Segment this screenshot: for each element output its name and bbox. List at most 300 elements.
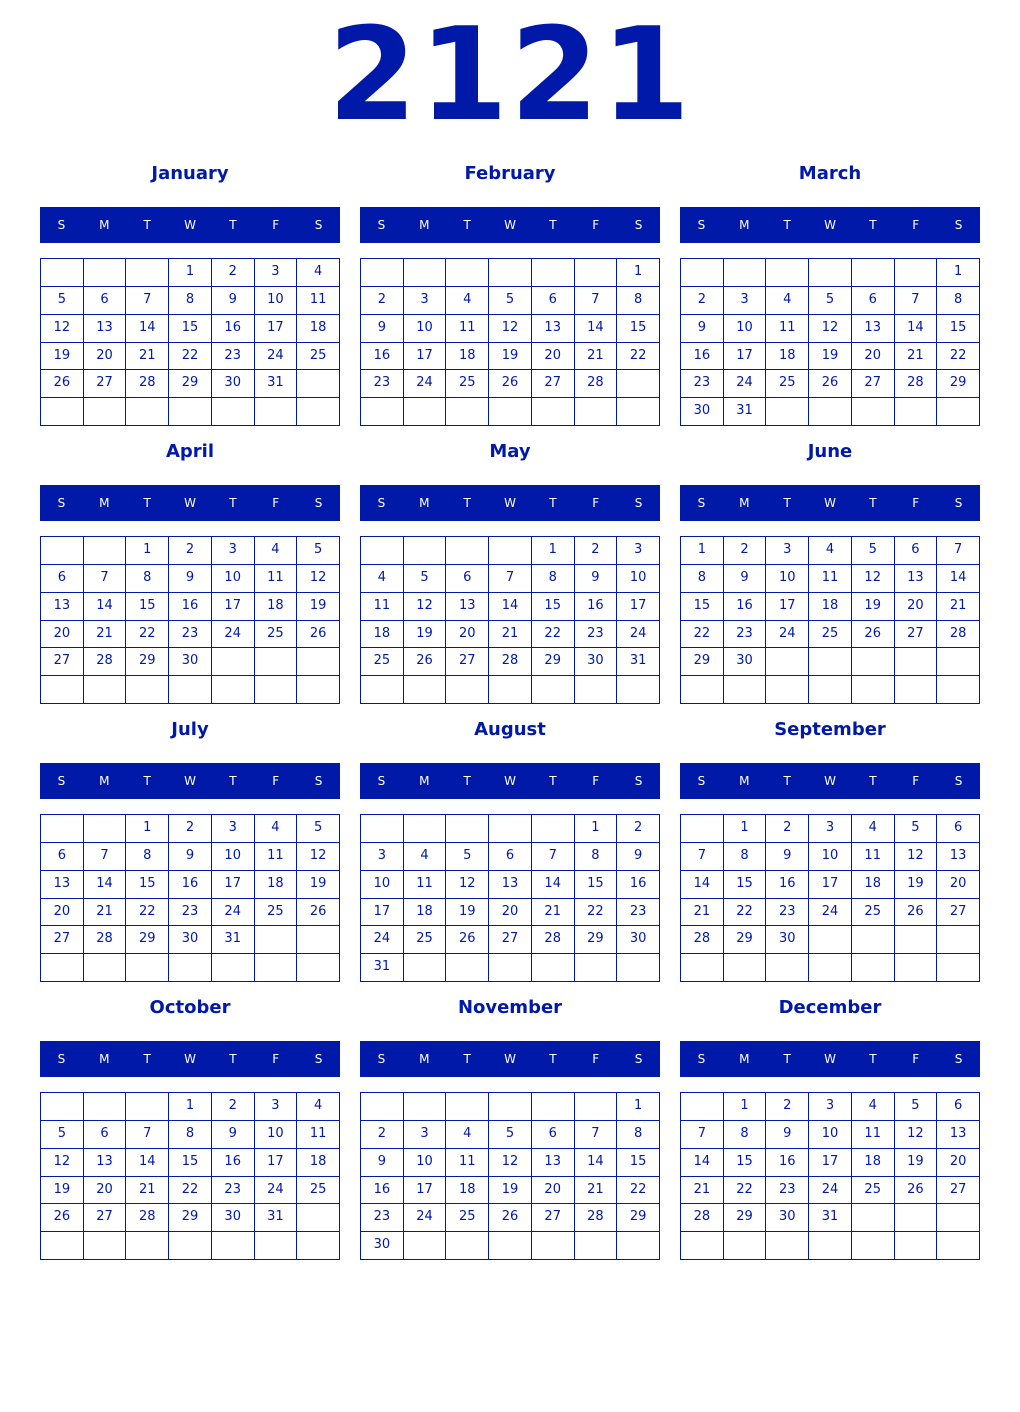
day-cell[interactable]: 9 — [617, 843, 660, 871]
day-cell[interactable]: 7 — [575, 1121, 618, 1149]
day-cell[interactable]: 26 — [489, 1204, 532, 1232]
day-cell[interactable]: 25 — [404, 926, 447, 954]
day-cell[interactable]: 7 — [84, 565, 127, 593]
day-cell[interactable]: 29 — [724, 1204, 767, 1232]
day-cell[interactable]: 21 — [489, 621, 532, 649]
day-cell[interactable]: 22 — [575, 899, 618, 927]
day-cell[interactable]: 18 — [852, 1149, 895, 1177]
day-cell[interactable]: 8 — [575, 843, 618, 871]
day-cell[interactable]: 4 — [297, 259, 340, 287]
day-cell[interactable]: 7 — [489, 565, 532, 593]
day-cell[interactable]: 16 — [361, 343, 404, 371]
day-cell[interactable]: 20 — [532, 343, 575, 371]
day-cell[interactable]: 11 — [297, 1121, 340, 1149]
day-cell[interactable]: 27 — [84, 370, 127, 398]
day-cell[interactable]: 12 — [297, 565, 340, 593]
day-cell[interactable]: 26 — [489, 370, 532, 398]
day-cell[interactable]: 7 — [84, 843, 127, 871]
day-cell[interactable]: 27 — [84, 1204, 127, 1232]
day-cell[interactable]: 23 — [681, 370, 724, 398]
day-cell[interactable]: 24 — [212, 899, 255, 927]
day-cell[interactable]: 18 — [297, 1149, 340, 1177]
day-cell[interactable]: 31 — [617, 648, 660, 676]
day-cell[interactable]: 8 — [126, 843, 169, 871]
day-cell[interactable]: 10 — [809, 1121, 852, 1149]
day-cell[interactable]: 23 — [169, 621, 212, 649]
day-cell[interactable]: 17 — [809, 1149, 852, 1177]
day-cell[interactable]: 18 — [766, 343, 809, 371]
day-cell[interactable]: 10 — [255, 287, 298, 315]
day-cell[interactable]: 2 — [766, 1093, 809, 1121]
day-cell[interactable]: 21 — [126, 1177, 169, 1205]
day-cell[interactable]: 8 — [724, 843, 767, 871]
day-cell[interactable]: 30 — [766, 926, 809, 954]
day-cell[interactable]: 13 — [895, 565, 938, 593]
day-cell[interactable]: 8 — [724, 1121, 767, 1149]
day-cell[interactable]: 15 — [575, 871, 618, 899]
day-cell[interactable]: 12 — [895, 1121, 938, 1149]
day-cell[interactable]: 19 — [489, 343, 532, 371]
day-cell[interactable]: 30 — [361, 1232, 404, 1260]
day-cell[interactable]: 3 — [404, 1121, 447, 1149]
day-cell[interactable]: 6 — [489, 843, 532, 871]
day-cell[interactable]: 13 — [532, 1149, 575, 1177]
day-cell[interactable]: 28 — [84, 648, 127, 676]
day-cell[interactable]: 17 — [617, 593, 660, 621]
day-cell[interactable]: 28 — [489, 648, 532, 676]
day-cell[interactable]: 12 — [41, 1149, 84, 1177]
day-cell[interactable]: 23 — [575, 621, 618, 649]
day-cell[interactable]: 26 — [404, 648, 447, 676]
day-cell[interactable]: 27 — [937, 899, 980, 927]
day-cell[interactable]: 21 — [84, 621, 127, 649]
day-cell[interactable]: 12 — [404, 593, 447, 621]
day-cell[interactable]: 4 — [852, 1093, 895, 1121]
day-cell[interactable]: 7 — [681, 1121, 724, 1149]
day-cell[interactable]: 29 — [617, 1204, 660, 1232]
day-cell[interactable]: 2 — [361, 287, 404, 315]
day-cell[interactable]: 8 — [681, 565, 724, 593]
day-cell[interactable]: 18 — [255, 871, 298, 899]
day-cell[interactable]: 28 — [126, 1204, 169, 1232]
day-cell[interactable]: 1 — [575, 815, 618, 843]
day-cell[interactable]: 10 — [404, 315, 447, 343]
day-cell[interactable]: 6 — [41, 565, 84, 593]
day-cell[interactable]: 29 — [169, 370, 212, 398]
day-cell[interactable]: 27 — [532, 370, 575, 398]
day-cell[interactable]: 8 — [617, 1121, 660, 1149]
day-cell[interactable]: 17 — [212, 593, 255, 621]
day-cell[interactable]: 24 — [809, 1177, 852, 1205]
day-cell[interactable]: 7 — [532, 843, 575, 871]
day-cell[interactable]: 20 — [84, 343, 127, 371]
day-cell[interactable]: 14 — [84, 593, 127, 621]
day-cell[interactable]: 16 — [212, 1149, 255, 1177]
day-cell[interactable]: 6 — [532, 287, 575, 315]
day-cell[interactable]: 4 — [297, 1093, 340, 1121]
day-cell[interactable]: 21 — [126, 343, 169, 371]
day-cell[interactable]: 26 — [895, 1177, 938, 1205]
day-cell[interactable]: 16 — [361, 1177, 404, 1205]
day-cell[interactable]: 3 — [361, 843, 404, 871]
day-cell[interactable]: 26 — [297, 899, 340, 927]
day-cell[interactable]: 26 — [297, 621, 340, 649]
day-cell[interactable]: 11 — [852, 843, 895, 871]
day-cell[interactable]: 9 — [169, 565, 212, 593]
day-cell[interactable]: 24 — [404, 370, 447, 398]
day-cell[interactable]: 18 — [404, 899, 447, 927]
day-cell[interactable]: 30 — [617, 926, 660, 954]
day-cell[interactable]: 3 — [255, 259, 298, 287]
day-cell[interactable]: 28 — [84, 926, 127, 954]
day-cell[interactable]: 11 — [297, 287, 340, 315]
day-cell[interactable]: 26 — [852, 621, 895, 649]
day-cell[interactable]: 24 — [212, 621, 255, 649]
day-cell[interactable]: 16 — [575, 593, 618, 621]
day-cell[interactable]: 20 — [532, 1177, 575, 1205]
day-cell[interactable]: 7 — [895, 287, 938, 315]
day-cell[interactable]: 15 — [532, 593, 575, 621]
day-cell[interactable]: 25 — [766, 370, 809, 398]
day-cell[interactable]: 1 — [724, 815, 767, 843]
day-cell[interactable]: 4 — [766, 287, 809, 315]
day-cell[interactable]: 31 — [724, 398, 767, 426]
day-cell[interactable]: 2 — [766, 815, 809, 843]
day-cell[interactable]: 11 — [446, 315, 489, 343]
day-cell[interactable]: 19 — [446, 899, 489, 927]
day-cell[interactable]: 8 — [937, 287, 980, 315]
day-cell[interactable]: 7 — [575, 287, 618, 315]
day-cell[interactable]: 28 — [575, 370, 618, 398]
day-cell[interactable]: 4 — [446, 1121, 489, 1149]
day-cell[interactable]: 22 — [126, 899, 169, 927]
day-cell[interactable]: 25 — [446, 1204, 489, 1232]
day-cell[interactable]: 15 — [169, 1149, 212, 1177]
day-cell[interactable]: 27 — [41, 926, 84, 954]
day-cell[interactable]: 14 — [681, 1149, 724, 1177]
day-cell[interactable]: 24 — [809, 899, 852, 927]
day-cell[interactable]: 27 — [852, 370, 895, 398]
day-cell[interactable]: 24 — [724, 370, 767, 398]
day-cell[interactable]: 23 — [212, 1177, 255, 1205]
day-cell[interactable]: 24 — [617, 621, 660, 649]
day-cell[interactable]: 5 — [297, 537, 340, 565]
day-cell[interactable]: 23 — [617, 899, 660, 927]
day-cell[interactable]: 26 — [41, 370, 84, 398]
day-cell[interactable]: 28 — [681, 1204, 724, 1232]
day-cell[interactable]: 3 — [212, 815, 255, 843]
day-cell[interactable]: 21 — [575, 343, 618, 371]
day-cell[interactable]: 6 — [895, 537, 938, 565]
day-cell[interactable]: 8 — [617, 287, 660, 315]
day-cell[interactable]: 15 — [126, 871, 169, 899]
day-cell[interactable]: 13 — [937, 843, 980, 871]
day-cell[interactable]: 13 — [41, 593, 84, 621]
day-cell[interactable]: 17 — [404, 343, 447, 371]
day-cell[interactable]: 10 — [361, 871, 404, 899]
day-cell[interactable]: 12 — [446, 871, 489, 899]
day-cell[interactable]: 25 — [809, 621, 852, 649]
day-cell[interactable]: 14 — [895, 315, 938, 343]
day-cell[interactable]: 14 — [575, 1149, 618, 1177]
day-cell[interactable]: 22 — [532, 621, 575, 649]
day-cell[interactable]: 14 — [126, 315, 169, 343]
day-cell[interactable]: 16 — [766, 1149, 809, 1177]
day-cell[interactable]: 24 — [404, 1204, 447, 1232]
day-cell[interactable]: 3 — [255, 1093, 298, 1121]
day-cell[interactable]: 20 — [937, 1149, 980, 1177]
day-cell[interactable]: 3 — [809, 1093, 852, 1121]
day-cell[interactable]: 14 — [937, 565, 980, 593]
day-cell[interactable]: 30 — [169, 926, 212, 954]
day-cell[interactable]: 29 — [126, 926, 169, 954]
day-cell[interactable]: 30 — [681, 398, 724, 426]
day-cell[interactable]: 5 — [489, 287, 532, 315]
day-cell[interactable]: 10 — [766, 565, 809, 593]
day-cell[interactable]: 19 — [297, 593, 340, 621]
day-cell[interactable]: 10 — [404, 1149, 447, 1177]
day-cell[interactable]: 21 — [84, 899, 127, 927]
day-cell[interactable]: 23 — [212, 343, 255, 371]
day-cell[interactable]: 1 — [126, 537, 169, 565]
day-cell[interactable]: 20 — [895, 593, 938, 621]
day-cell[interactable]: 7 — [126, 1121, 169, 1149]
day-cell[interactable]: 15 — [681, 593, 724, 621]
day-cell[interactable]: 20 — [852, 343, 895, 371]
day-cell[interactable]: 5 — [41, 1121, 84, 1149]
day-cell[interactable]: 16 — [169, 593, 212, 621]
day-cell[interactable]: 31 — [255, 1204, 298, 1232]
day-cell[interactable]: 8 — [126, 565, 169, 593]
day-cell[interactable]: 7 — [681, 843, 724, 871]
day-cell[interactable]: 19 — [41, 343, 84, 371]
day-cell[interactable]: 6 — [84, 287, 127, 315]
day-cell[interactable]: 29 — [169, 1204, 212, 1232]
day-cell[interactable]: 22 — [169, 343, 212, 371]
day-cell[interactable]: 24 — [255, 343, 298, 371]
day-cell[interactable]: 3 — [404, 287, 447, 315]
day-cell[interactable]: 7 — [937, 537, 980, 565]
day-cell[interactable]: 22 — [169, 1177, 212, 1205]
day-cell[interactable]: 16 — [212, 315, 255, 343]
day-cell[interactable]: 13 — [489, 871, 532, 899]
day-cell[interactable]: 19 — [41, 1177, 84, 1205]
day-cell[interactable]: 2 — [212, 259, 255, 287]
day-cell[interactable]: 18 — [852, 871, 895, 899]
day-cell[interactable]: 15 — [169, 315, 212, 343]
day-cell[interactable]: 6 — [532, 1121, 575, 1149]
day-cell[interactable]: 24 — [255, 1177, 298, 1205]
day-cell[interactable]: 25 — [852, 1177, 895, 1205]
day-cell[interactable]: 2 — [169, 537, 212, 565]
day-cell[interactable]: 19 — [895, 871, 938, 899]
day-cell[interactable]: 18 — [297, 315, 340, 343]
day-cell[interactable]: 12 — [895, 843, 938, 871]
day-cell[interactable]: 25 — [255, 621, 298, 649]
day-cell[interactable]: 16 — [169, 871, 212, 899]
day-cell[interactable]: 13 — [84, 1149, 127, 1177]
day-cell[interactable]: 14 — [126, 1149, 169, 1177]
day-cell[interactable]: 10 — [255, 1121, 298, 1149]
day-cell[interactable]: 12 — [809, 315, 852, 343]
day-cell[interactable]: 26 — [446, 926, 489, 954]
day-cell[interactable]: 26 — [41, 1204, 84, 1232]
day-cell[interactable]: 5 — [489, 1121, 532, 1149]
day-cell[interactable]: 3 — [212, 537, 255, 565]
day-cell[interactable]: 29 — [532, 648, 575, 676]
day-cell[interactable]: 9 — [169, 843, 212, 871]
day-cell[interactable]: 18 — [446, 1177, 489, 1205]
day-cell[interactable]: 12 — [489, 1149, 532, 1177]
day-cell[interactable]: 2 — [724, 537, 767, 565]
day-cell[interactable]: 5 — [852, 537, 895, 565]
day-cell[interactable]: 30 — [169, 648, 212, 676]
day-cell[interactable]: 30 — [766, 1204, 809, 1232]
day-cell[interactable]: 25 — [361, 648, 404, 676]
day-cell[interactable]: 6 — [937, 1093, 980, 1121]
day-cell[interactable]: 2 — [575, 537, 618, 565]
day-cell[interactable]: 8 — [169, 1121, 212, 1149]
day-cell[interactable]: 21 — [681, 899, 724, 927]
day-cell[interactable]: 13 — [41, 871, 84, 899]
day-cell[interactable]: 17 — [404, 1177, 447, 1205]
day-cell[interactable]: 5 — [446, 843, 489, 871]
day-cell[interactable]: 18 — [361, 621, 404, 649]
day-cell[interactable]: 16 — [681, 343, 724, 371]
day-cell[interactable]: 1 — [169, 259, 212, 287]
day-cell[interactable]: 13 — [84, 315, 127, 343]
day-cell[interactable]: 26 — [895, 899, 938, 927]
day-cell[interactable]: 4 — [404, 843, 447, 871]
day-cell[interactable]: 27 — [41, 648, 84, 676]
day-cell[interactable]: 9 — [766, 843, 809, 871]
day-cell[interactable]: 13 — [852, 315, 895, 343]
day-cell[interactable]: 4 — [852, 815, 895, 843]
day-cell[interactable]: 20 — [41, 621, 84, 649]
day-cell[interactable]: 19 — [297, 871, 340, 899]
day-cell[interactable]: 21 — [532, 899, 575, 927]
day-cell[interactable]: 4 — [809, 537, 852, 565]
day-cell[interactable]: 15 — [724, 871, 767, 899]
day-cell[interactable]: 10 — [212, 565, 255, 593]
day-cell[interactable]: 12 — [852, 565, 895, 593]
day-cell[interactable]: 19 — [852, 593, 895, 621]
day-cell[interactable]: 17 — [724, 343, 767, 371]
day-cell[interactable]: 8 — [169, 287, 212, 315]
day-cell[interactable]: 24 — [766, 621, 809, 649]
day-cell[interactable]: 9 — [361, 315, 404, 343]
day-cell[interactable]: 23 — [169, 899, 212, 927]
day-cell[interactable]: 25 — [255, 899, 298, 927]
day-cell[interactable]: 28 — [895, 370, 938, 398]
day-cell[interactable]: 22 — [681, 621, 724, 649]
day-cell[interactable]: 28 — [126, 370, 169, 398]
day-cell[interactable]: 23 — [361, 1204, 404, 1232]
day-cell[interactable]: 1 — [681, 537, 724, 565]
day-cell[interactable]: 11 — [446, 1149, 489, 1177]
day-cell[interactable]: 25 — [297, 343, 340, 371]
day-cell[interactable]: 10 — [724, 315, 767, 343]
day-cell[interactable]: 19 — [489, 1177, 532, 1205]
day-cell[interactable]: 5 — [297, 815, 340, 843]
day-cell[interactable]: 1 — [617, 259, 660, 287]
day-cell[interactable]: 21 — [937, 593, 980, 621]
day-cell[interactable]: 19 — [404, 621, 447, 649]
day-cell[interactable]: 24 — [361, 926, 404, 954]
day-cell[interactable]: 6 — [41, 843, 84, 871]
day-cell[interactable]: 10 — [212, 843, 255, 871]
day-cell[interactable]: 3 — [809, 815, 852, 843]
day-cell[interactable]: 4 — [255, 537, 298, 565]
day-cell[interactable]: 22 — [126, 621, 169, 649]
day-cell[interactable]: 4 — [361, 565, 404, 593]
day-cell[interactable]: 29 — [681, 648, 724, 676]
day-cell[interactable]: 23 — [361, 370, 404, 398]
day-cell[interactable]: 11 — [361, 593, 404, 621]
day-cell[interactable]: 11 — [255, 843, 298, 871]
day-cell[interactable]: 15 — [724, 1149, 767, 1177]
day-cell[interactable]: 5 — [809, 287, 852, 315]
day-cell[interactable]: 17 — [212, 871, 255, 899]
day-cell[interactable]: 9 — [575, 565, 618, 593]
day-cell[interactable]: 29 — [126, 648, 169, 676]
day-cell[interactable]: 22 — [724, 899, 767, 927]
day-cell[interactable]: 11 — [766, 315, 809, 343]
day-cell[interactable]: 20 — [41, 899, 84, 927]
day-cell[interactable]: 31 — [255, 370, 298, 398]
day-cell[interactable]: 4 — [255, 815, 298, 843]
day-cell[interactable]: 19 — [895, 1149, 938, 1177]
day-cell[interactable]: 1 — [617, 1093, 660, 1121]
day-cell[interactable]: 11 — [404, 871, 447, 899]
day-cell[interactable]: 30 — [724, 648, 767, 676]
day-cell[interactable]: 4 — [446, 287, 489, 315]
day-cell[interactable]: 21 — [895, 343, 938, 371]
day-cell[interactable]: 15 — [126, 593, 169, 621]
day-cell[interactable]: 13 — [937, 1121, 980, 1149]
day-cell[interactable]: 6 — [446, 565, 489, 593]
day-cell[interactable]: 6 — [852, 287, 895, 315]
day-cell[interactable]: 27 — [446, 648, 489, 676]
day-cell[interactable]: 22 — [617, 343, 660, 371]
day-cell[interactable]: 20 — [489, 899, 532, 927]
day-cell[interactable]: 20 — [937, 871, 980, 899]
day-cell[interactable]: 1 — [169, 1093, 212, 1121]
day-cell[interactable]: 9 — [766, 1121, 809, 1149]
day-cell[interactable]: 5 — [41, 287, 84, 315]
day-cell[interactable]: 10 — [617, 565, 660, 593]
day-cell[interactable]: 17 — [255, 315, 298, 343]
day-cell[interactable]: 28 — [681, 926, 724, 954]
day-cell[interactable]: 5 — [895, 1093, 938, 1121]
day-cell[interactable]: 15 — [617, 1149, 660, 1177]
day-cell[interactable]: 9 — [212, 1121, 255, 1149]
day-cell[interactable]: 22 — [617, 1177, 660, 1205]
day-cell[interactable]: 17 — [255, 1149, 298, 1177]
day-cell[interactable]: 9 — [361, 1149, 404, 1177]
day-cell[interactable]: 23 — [766, 899, 809, 927]
day-cell[interactable]: 2 — [681, 287, 724, 315]
day-cell[interactable]: 26 — [809, 370, 852, 398]
day-cell[interactable]: 10 — [809, 843, 852, 871]
day-cell[interactable]: 30 — [212, 1204, 255, 1232]
day-cell[interactable]: 11 — [852, 1121, 895, 1149]
day-cell[interactable]: 29 — [575, 926, 618, 954]
day-cell[interactable]: 17 — [809, 871, 852, 899]
day-cell[interactable]: 30 — [575, 648, 618, 676]
day-cell[interactable]: 27 — [489, 926, 532, 954]
day-cell[interactable]: 31 — [361, 954, 404, 982]
